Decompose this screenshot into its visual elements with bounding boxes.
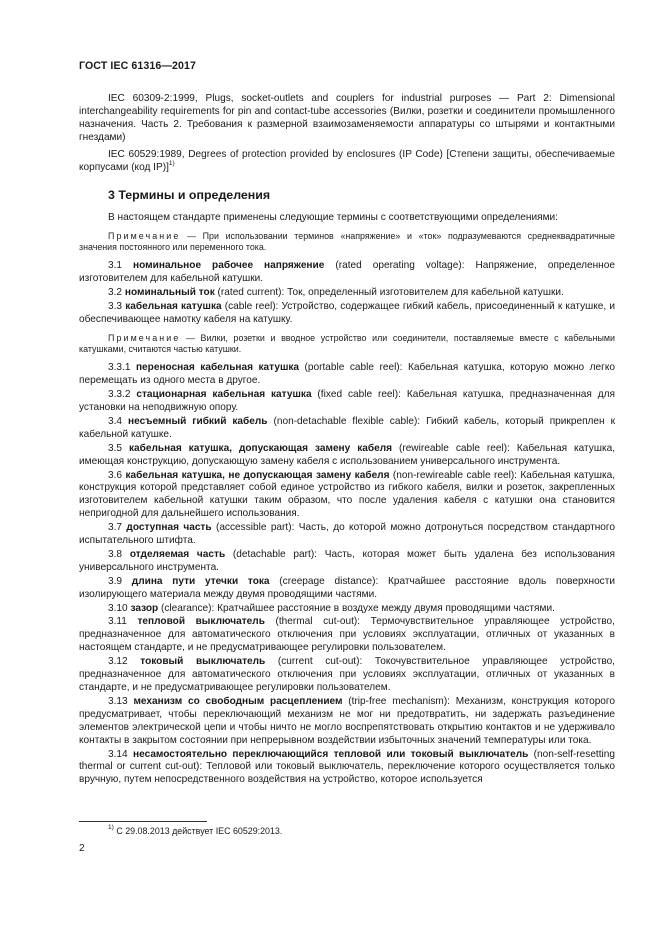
term-number: 3.3 bbox=[108, 301, 123, 313]
note-label: Примечание bbox=[108, 332, 181, 343]
term-text: (non-rewireable cable reel): Кабельная катушка, конструкция которой представляет собой единое устройство из гибкого кабеля, вилки и розеток, закрепленных изготовителем кабельной катушки таким образом, что после удаления кабеля с катушки она становится непригодной для дальнейшего использования. bbox=[79, 469, 616, 520]
term-name: номинальный ток bbox=[124, 287, 215, 299]
term-definition bbox=[79, 656, 615, 695]
term-number: 3.12 bbox=[108, 656, 128, 668]
terms-group bbox=[79, 362, 615, 787]
term-text: (portable cable reel): Кабельная катушка, которую можно легко перемещать из одного места в другое. bbox=[79, 362, 615, 387]
term-number: 3.5 bbox=[108, 442, 123, 454]
term-number: 3.13 bbox=[108, 695, 128, 707]
term-text: (thermal cut-out): Термочувствительное управляющее устройство, предназначенное для автоматического отключения при условиях эксплуатации, отличных от указанных в настоящем стандарте, и не предусматривающее регулировки пользователем. bbox=[79, 616, 615, 654]
term-name: отделяемая часть bbox=[129, 548, 226, 560]
term-number: 3.8 bbox=[108, 548, 123, 560]
note: Примечание — При использовании терминов «напряжение» и «ток» подразумеваются среднеквадратичные значения постоянного или переменного тока. bbox=[79, 230, 615, 253]
note-label: Примечание bbox=[108, 230, 181, 241]
term-definition bbox=[79, 443, 615, 469]
term-text: (creepage distance): Кратчайшее расстояние вдоль поверхности изолирующего материала между двумя проводящими частями. bbox=[79, 575, 615, 600]
term-text: (non-self-resetting thermal or current cut-out): Тепловой или токовый выключатель, переключение которого осуществляется только вручную, путем непосредственного воздействия на устройство, которое используется bbox=[79, 748, 616, 786]
term-definition bbox=[79, 522, 615, 548]
term-name: токовый выключатель bbox=[140, 656, 266, 668]
intro-paragraph: В настоящем стандарте применены следующие термины с соответствующими определениями: bbox=[108, 212, 558, 223]
footnote-mark: 1) bbox=[108, 824, 114, 831]
term-definition bbox=[79, 287, 615, 300]
term-number: 3.2 bbox=[108, 287, 123, 299]
terms-group bbox=[79, 260, 615, 327]
term-name: механизм со свободным расцеплением bbox=[133, 695, 343, 707]
term-text: (rated current): Ток, определенный изготовителем для кабельной катушки. bbox=[214, 287, 564, 299]
term-text: (detachable part): Часть, которая может быть удалена без использования универсального инструмента. bbox=[79, 548, 616, 573]
document-header: ГОСТ IEC 61316—2017 bbox=[79, 60, 197, 72]
term-name: длина пути утечки тока bbox=[131, 575, 270, 587]
term-name: номинальное рабочее напряжение bbox=[133, 260, 325, 272]
term-number: 3.14 bbox=[108, 748, 128, 760]
normative-references bbox=[79, 93, 615, 178]
term-name: кабельная катушка, допускающая замену кабеля bbox=[129, 442, 393, 454]
term-definition bbox=[79, 301, 615, 327]
term-name: переносная кабельная катушка bbox=[135, 362, 300, 374]
term-definition bbox=[79, 549, 615, 575]
term-text: (non-detachable flexible cable): Гибкий кабель, который прикреплен к кабельной катушке. bbox=[79, 415, 616, 440]
term-number: 3.9 bbox=[108, 575, 123, 587]
page-number: 2 bbox=[79, 843, 85, 854]
term-name: несамостоятельно переключающийся тепловой или токовый выключатель bbox=[133, 748, 529, 760]
term-name: кабельная катушка bbox=[125, 301, 222, 313]
note: Примечание — Вилки, розетки и вводное устройство или соединители, поставляемые вместе с кабельными катушками, считаются частью катушки. bbox=[79, 332, 615, 355]
term-text: (clearance): Кратчайшее расстояние в воздухе между двумя проводящими частями. bbox=[158, 602, 555, 614]
term-number: 3.11 bbox=[108, 616, 127, 628]
term-number: 3.3.2 bbox=[108, 389, 131, 401]
term-name: стационарная кабельная катушка bbox=[136, 389, 312, 401]
term-name: доступная часть bbox=[126, 522, 212, 534]
term-definition bbox=[79, 470, 615, 522]
footnote: $^{1)}$ С 29.08.2013 действует IEC 60529:2013. bbox=[108, 824, 283, 836]
term-number: 3.7 bbox=[108, 522, 123, 534]
term-text: (rewireable cable reel): Кабельная катушка, имеющая конструкцию, допускающую замену кабеля с использованием универсального инструмента. bbox=[79, 442, 615, 467]
footnote-mark: 1) bbox=[168, 159, 175, 167]
term-definition bbox=[79, 616, 615, 655]
term-definition bbox=[79, 576, 615, 602]
term-number: 3.1 bbox=[108, 260, 123, 272]
term-definition bbox=[79, 416, 615, 442]
term-definition bbox=[79, 362, 615, 388]
term-number: 3.10 bbox=[108, 602, 128, 614]
term-definition bbox=[79, 389, 615, 415]
term-name: кабельная катушка, не допускающая замену кабеля bbox=[125, 469, 390, 481]
reference-item: IEC 60309-2:1999, Plugs, socket-outlets and couplers for industrial purposes — Part 2: Dimensional interchangeability requirements for pin and contact-tube accessories (Вилки, розетки и соединители промышленного назначения. Часть 2. Требования к размерной взаимозаменяемости аппаратуры со штырями и контактными гнездами) bbox=[79, 93, 615, 143]
term-name: зазор bbox=[130, 602, 159, 614]
term-name: тепловой выключатель bbox=[137, 616, 265, 628]
footnote-divider bbox=[79, 821, 207, 822]
term-number: 3.6 bbox=[108, 469, 123, 481]
term-number: 3.4 bbox=[108, 415, 123, 427]
term-definition bbox=[79, 603, 615, 616]
term-definition bbox=[79, 260, 615, 286]
reference-item: IEC 60529:1989, Degrees of protection provided by enclosures (IP Code) [Степени защиты, обеспечиваемые корпусами (код IP)]$^{1)}$ bbox=[79, 148, 615, 173]
term-text: (fixed cable reel): Кабельная катушка, предназначенная для установки на неподвижную опору. bbox=[79, 389, 615, 413]
term-text: (rated operating voltage): Напряжение, определенное изготовителем для кабельной катушки. bbox=[79, 260, 615, 285]
term-text: (current cut-out): Токочувствительное управляющее устройство, предназначенное для автоматического отключения при условиях эксплуатации, отличных от указанных в стандарте, и не предусматривающее регулировки пользователем. bbox=[79, 656, 615, 693]
section-title: 3 Термины и определения bbox=[108, 188, 271, 202]
term-name: несъемный гибкий кабель bbox=[128, 415, 268, 427]
term-text: (cable reel): Устройство, содержащее гибкий кабель, присоединенный к катушке, и обеспечивающее намотку кабеля на катушку. bbox=[79, 301, 615, 325]
terms-body bbox=[79, 212, 615, 788]
term-text: (accessible part): Часть, до которой можно дотронуться посредством стандартного испытательного штифта. bbox=[79, 522, 615, 547]
term-text: (trip-free mechanism): Механизм, конструкция которого предусматривает, чтобы переключающий механизм не мог ни предотвратить, ни задержать разъединение элементов электрической цепи и чтобы ничто не могло воспрепятствовать открытию контактов и не удерживало контакты в закрытом состоянии при непрерывном воздействии избыточных значений температуры или тока. bbox=[79, 695, 615, 746]
term-definition bbox=[79, 749, 615, 788]
term-definition bbox=[79, 696, 615, 748]
term-number: 3.3.1 bbox=[108, 362, 131, 374]
